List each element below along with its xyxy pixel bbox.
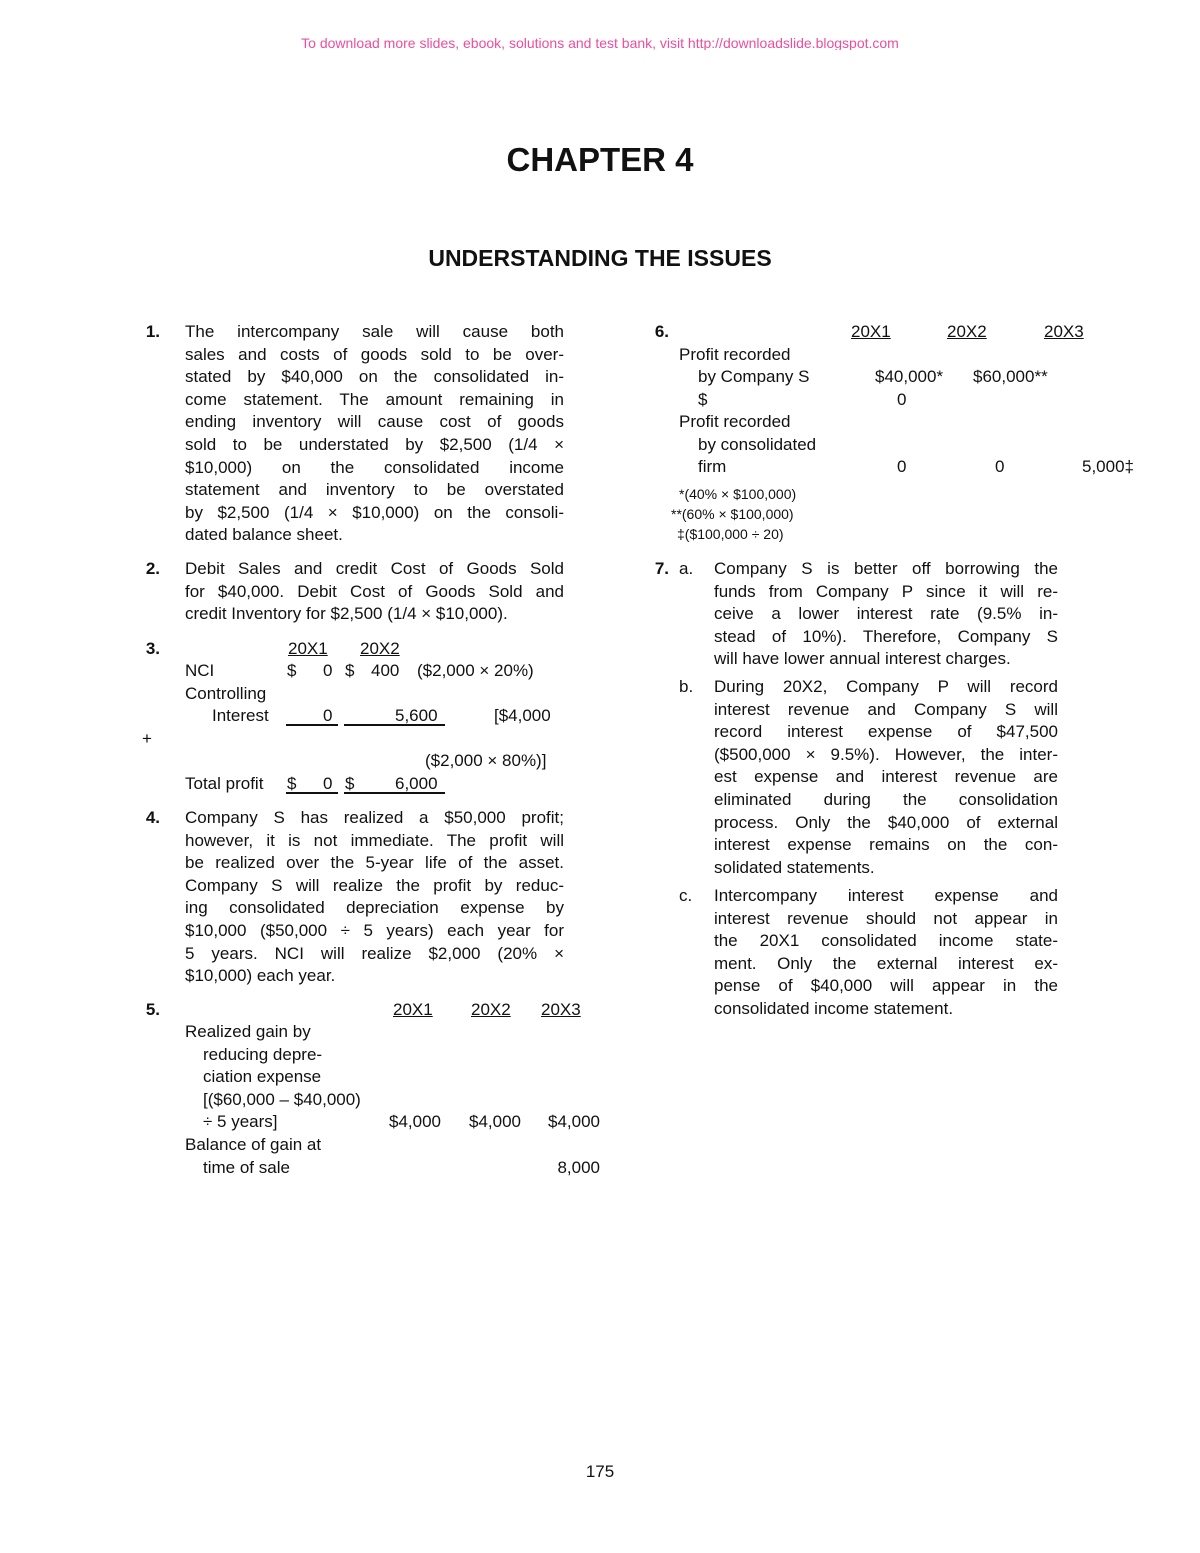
q3-ci-note-1: [$4,000 [494, 706, 551, 725]
q7c-answer [714, 885, 1058, 1021]
q7b-line: process. Only the $40,000 of external [714, 812, 1058, 832]
q6-footnote: **(60% × $100,000) [671, 506, 794, 522]
q5-row2-label-1: Balance of gain at [185, 1135, 322, 1154]
q5-row2-label-2: time of sale [203, 1158, 290, 1177]
q5-number: 5. [145, 1000, 160, 1019]
q4-line: be realized over the 5-year life of the asset. [185, 853, 564, 873]
q5-row1-20x2: $4,000 [469, 1112, 521, 1131]
q5-row1-label-3: ciation expense [203, 1067, 322, 1086]
q7b-line: interest revenue and Company S will [714, 699, 1058, 719]
q6-number: 6. [654, 322, 669, 341]
q4-line: $10,000) each year. [185, 966, 336, 986]
watermark-link[interactable]: To download more slides, ebook, solutions and test bank, visit http://downloadslide.blogspot.com [301, 35, 899, 50]
q3-ci-20x1: 0 [323, 706, 333, 725]
q7a-line: Company S is better off borrowing the [714, 559, 1058, 578]
q5-row1-label-5: ÷ 5 years] [203, 1112, 278, 1131]
q6-row1-label-1: Profit recorded [679, 345, 791, 364]
q7b-line: solidated statements. [714, 857, 875, 877]
q5-row1-20x1: $4,000 [389, 1112, 441, 1131]
q3-total-dollar-1: $ [287, 774, 297, 793]
page-number: 175 [585, 1462, 615, 1481]
q2-line: for $40,000. Debit Cost of Goods Sold and [185, 581, 564, 601]
q7a-line: stead of 10%). Therefore, Company S [714, 626, 1058, 646]
q3-total-20x2: 6,000 [395, 774, 438, 793]
q4-line: 5 years. NCI will realize $2,000 (20% × [185, 943, 564, 963]
q7b-line: ($500,000 × 9.5%). However, the inter- [714, 744, 1058, 764]
q1-line: sold to be understated by $2,500 (1/4 × [185, 434, 564, 454]
q3-ci-20x2: 5,600 [395, 706, 438, 725]
q2-answer [185, 558, 564, 626]
q5-row1-label-4: [($60,000 – $40,000) [203, 1090, 361, 1109]
q7c-line: the 20X1 consolidated income state- [714, 931, 1058, 951]
q7-number: 7. [654, 559, 669, 578]
q3-total-20x1: 0 [323, 774, 333, 793]
q6-row1-20x1: $40,000* [875, 367, 944, 386]
q1-line: The intercompany sale will cause both [185, 322, 564, 341]
q6-row2-20x3: 5,000‡ [1082, 457, 1134, 476]
q5-col-20x3: 20X3 [541, 1000, 581, 1019]
q1-line: dated balance sheet. [185, 525, 343, 545]
q5-row1-label-1: Realized gain by [185, 1022, 311, 1041]
q7a-answer [714, 558, 1058, 671]
q2-number: 2. [145, 559, 160, 578]
q3-ci-label-2: Interest [212, 706, 269, 725]
q5-col-20x1: 20X1 [393, 1000, 433, 1019]
q3-nci-note: ($2,000 × 20%) [417, 661, 534, 680]
q7a-line: ceive a lower interest rate (9.5% in- [714, 604, 1058, 624]
q7b-line: record interest expense of $47,500 [714, 722, 1058, 742]
q3-col-20x1: 20X1 [288, 639, 328, 658]
q5-col-20x2: 20X2 [471, 1000, 511, 1019]
q4-line: Company S has realized a $50,000 profit; [185, 808, 564, 827]
q2-line: credit Inventory for $2,500 (1/4 × $10,000). [185, 604, 508, 624]
q1-line: $10,000) on the consolidated income [185, 457, 564, 477]
q6-col-20x3: 20X3 [1044, 322, 1084, 341]
q7c-line: pense of $40,000 will appear in the [714, 976, 1058, 996]
q1-line: come statement. The amount remaining in [185, 389, 564, 409]
q7b-line: eliminated during the consolidation [714, 789, 1058, 809]
q6-row1-label-2: by Company S [698, 367, 810, 386]
q3-ci-note-2: ($2,000 × 80%)] [425, 751, 547, 770]
q5-row1-20x3: $4,000 [548, 1112, 600, 1131]
q1-line: statement and inventory to be overstated [185, 480, 564, 500]
q6-row1-20x2: $60,000** [973, 367, 1048, 386]
q7a-line: funds from Company P since it will re- [714, 581, 1058, 601]
q1-number: 1. [145, 322, 160, 341]
q6-row2-label-1: Profit recorded [679, 412, 791, 431]
q6-row2-label-3: firm [698, 457, 727, 476]
q6-col-20x2: 20X2 [947, 322, 987, 341]
q7b-line: interest expense remains on the con- [714, 835, 1058, 855]
q4-line: ing consolidated depreciation expense by [185, 898, 564, 918]
q7c-line: ment. Only the external interest ex- [714, 953, 1058, 973]
q7b-line: During 20X2, Company P will record [714, 677, 1058, 696]
q3-total-label: Total profit [185, 774, 264, 793]
chapter-title: CHAPTER 4 [506, 141, 694, 178]
q2-line: Debit Sales and credit Cost of Goods Sold [185, 559, 564, 578]
q4-line: however, it is not immediate. The profit will [185, 830, 564, 850]
q6-footnote: *(40% × $100,000) [679, 486, 797, 502]
section-title: UNDERSTANDING THE ISSUES [428, 245, 772, 271]
q7c-line: consolidated income statement. [714, 998, 954, 1018]
q3-nci-dollar-2: $ [345, 661, 355, 680]
q6-row2-20x2: 0 [995, 457, 1005, 476]
q6-row1-extra: 0 [897, 390, 907, 409]
q6-footnote: ‡($100,000 ÷ 20) [677, 526, 784, 542]
q7b-line: est expense and interest revenue are [714, 767, 1058, 787]
q1-line: ending inventory will cause cost of goods [185, 412, 564, 432]
q1-answer [185, 321, 564, 547]
q4-line: Company S will realize the profit by reduc- [185, 875, 564, 895]
q7b-letter: b. [679, 677, 694, 696]
q1-line: by $2,500 (1/4 × $10,000) on the consoli- [185, 502, 564, 522]
q7a-line: will have lower annual interest charges. [714, 649, 1011, 669]
q7c-line: interest revenue should not appear in [714, 908, 1058, 928]
q5-row2-20x3: 8,000 [557, 1158, 600, 1177]
q6-row2-20x1: 0 [897, 457, 907, 476]
q1-line: stated by $40,000 on the consolidated in- [185, 367, 564, 387]
q7a-letter: a. [679, 559, 694, 578]
q1-line: sales and costs of goods sold to be over- [185, 344, 564, 364]
q5-row1-label-2: reducing depre- [203, 1045, 323, 1064]
q4-number: 4. [145, 808, 160, 827]
q7c-line: Intercompany interest expense and [714, 886, 1058, 905]
q3-col-20x2: 20X2 [360, 639, 400, 658]
q3-nci-20x2: 400 [371, 661, 400, 680]
q3-nci-dollar-1: $ [287, 661, 297, 680]
q4-line: $10,000 ($50,000 ÷ 5 years) each year for [185, 920, 564, 940]
q7c-letter: c. [679, 886, 693, 905]
q3-nci-label: NCI [185, 661, 215, 680]
q6-row1-label-3: $ [698, 390, 708, 409]
q7b-answer [714, 676, 1058, 879]
q6-row2-label-2: by consolidated [698, 435, 817, 454]
q3-plus-sign: + [142, 729, 152, 748]
q3-ci-label-1: Controlling [185, 684, 267, 703]
q6-col-20x1: 20X1 [851, 322, 891, 341]
q3-nci-20x1: 0 [323, 661, 333, 680]
q3-number: 3. [145, 639, 160, 658]
q4-answer [185, 807, 564, 988]
q3-total-dollar-2: $ [345, 774, 355, 793]
